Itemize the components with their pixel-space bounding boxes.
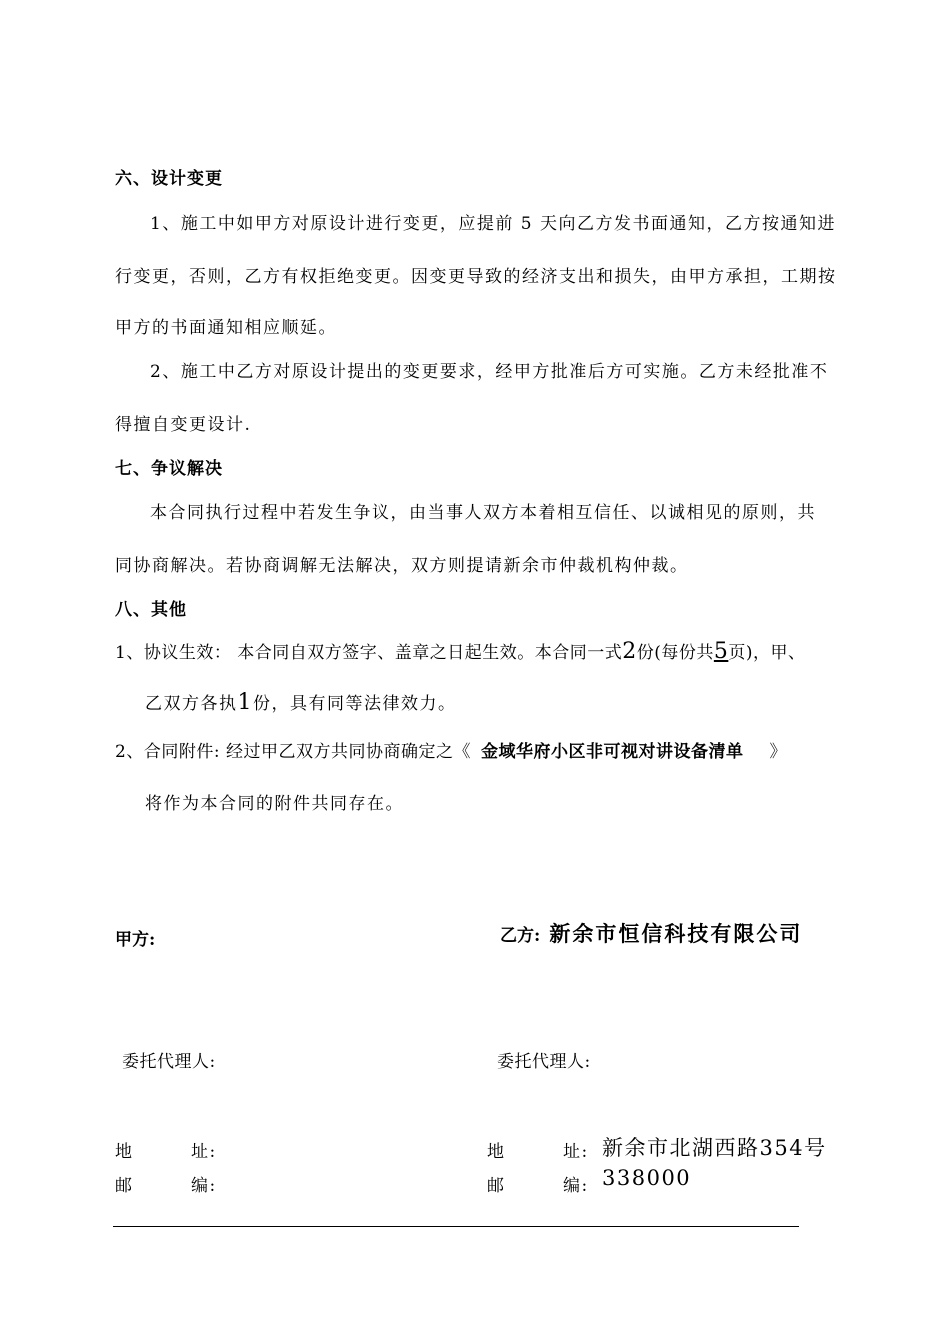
each-copy-prefix: 乙双方各执 [145,694,238,714]
postcode-label-a-char2: 编: [191,1176,217,1196]
party-b-name: 新余市恒信科技有限公司 [549,921,803,946]
agreement-effective-text: 1、协议生效： 本合同自双方签字、盖章之日起生效。本合同一式 [115,643,623,663]
address-label-a-char1: 地 [115,1142,134,1162]
postcode-label-b-char1: 邮 [487,1176,506,1196]
party-b-label: 乙方: [500,926,541,946]
postcode-label-a-char1: 邮 [115,1176,134,1196]
each-copy-suffix: 份，具有同等法律效力。 [253,694,457,714]
copies-mid-text: 份(每份共 [636,643,714,663]
copies-suffix-text: 页)，甲、 [728,643,806,663]
postcode-label-b-char2: 编: [563,1176,589,1196]
copies-count: 2 [622,639,637,664]
attachment-name: 金域华府小区非可视对讲设备清单 [480,742,744,762]
paragraph-line: 1、施工中如甲方对原设计进行变更，应提前 5 天向乙方发书面通知，乙方按通知进 [150,214,836,234]
section-heading-dispute: 七、争议解决 [115,459,223,479]
address-label-b-char1: 地 [487,1142,506,1162]
attachment-line [115,737,787,762]
party-b-address: 新余市北湖西路354号 [602,1136,827,1160]
paragraph-line: 同协商解决。若协商调解无法解决，双方则提请新余市仲裁机构仲裁。 [115,556,689,576]
attachment-line-2: 将作为本合同的附件共同存在。 [145,794,404,814]
party-b-postcode: 338000 [602,1166,692,1190]
address-label-a-char2: 址: [191,1142,217,1162]
section-heading-other: 八、其他 [115,600,187,620]
attachment-prefix: 2、合同附件: 经过甲乙双方共同协商确定之《 [115,742,471,762]
paragraph-line: 2、施工中乙方对原设计提出的变更要求，经甲方批准后方可实施。乙方未经批准不 [150,362,829,382]
address-label-b-char2: 址: [563,1142,589,1162]
agreement-effective-line [115,638,806,664]
paragraph-line: 行变更，否则，乙方有权拒绝变更。因变更导致的经济支出和损失，由甲方承担，工期按 [115,267,837,287]
footer-divider [113,1226,799,1227]
paragraph-line: 甲方的书面通知相应顺延。 [115,318,337,338]
section-heading-design-change: 六、设计变更 [115,169,223,189]
paragraph-line: 本合同执行过程中若发生争议，由当事人双方本着相互信任、以诚相见的原则，共 [150,503,816,523]
agent-label-b: 委托代理人: [497,1052,591,1072]
agent-label-a: 委托代理人: [122,1052,216,1072]
party-a-label: 甲方: [115,930,156,950]
each-copy-count: 1 [237,690,253,715]
paragraph-line: 得擅自变更设计. [115,415,252,435]
party-b-block [500,918,802,948]
pages-count: 5 [713,639,729,664]
attachment-close: 》 [769,742,787,762]
each-copy-line [145,689,457,715]
